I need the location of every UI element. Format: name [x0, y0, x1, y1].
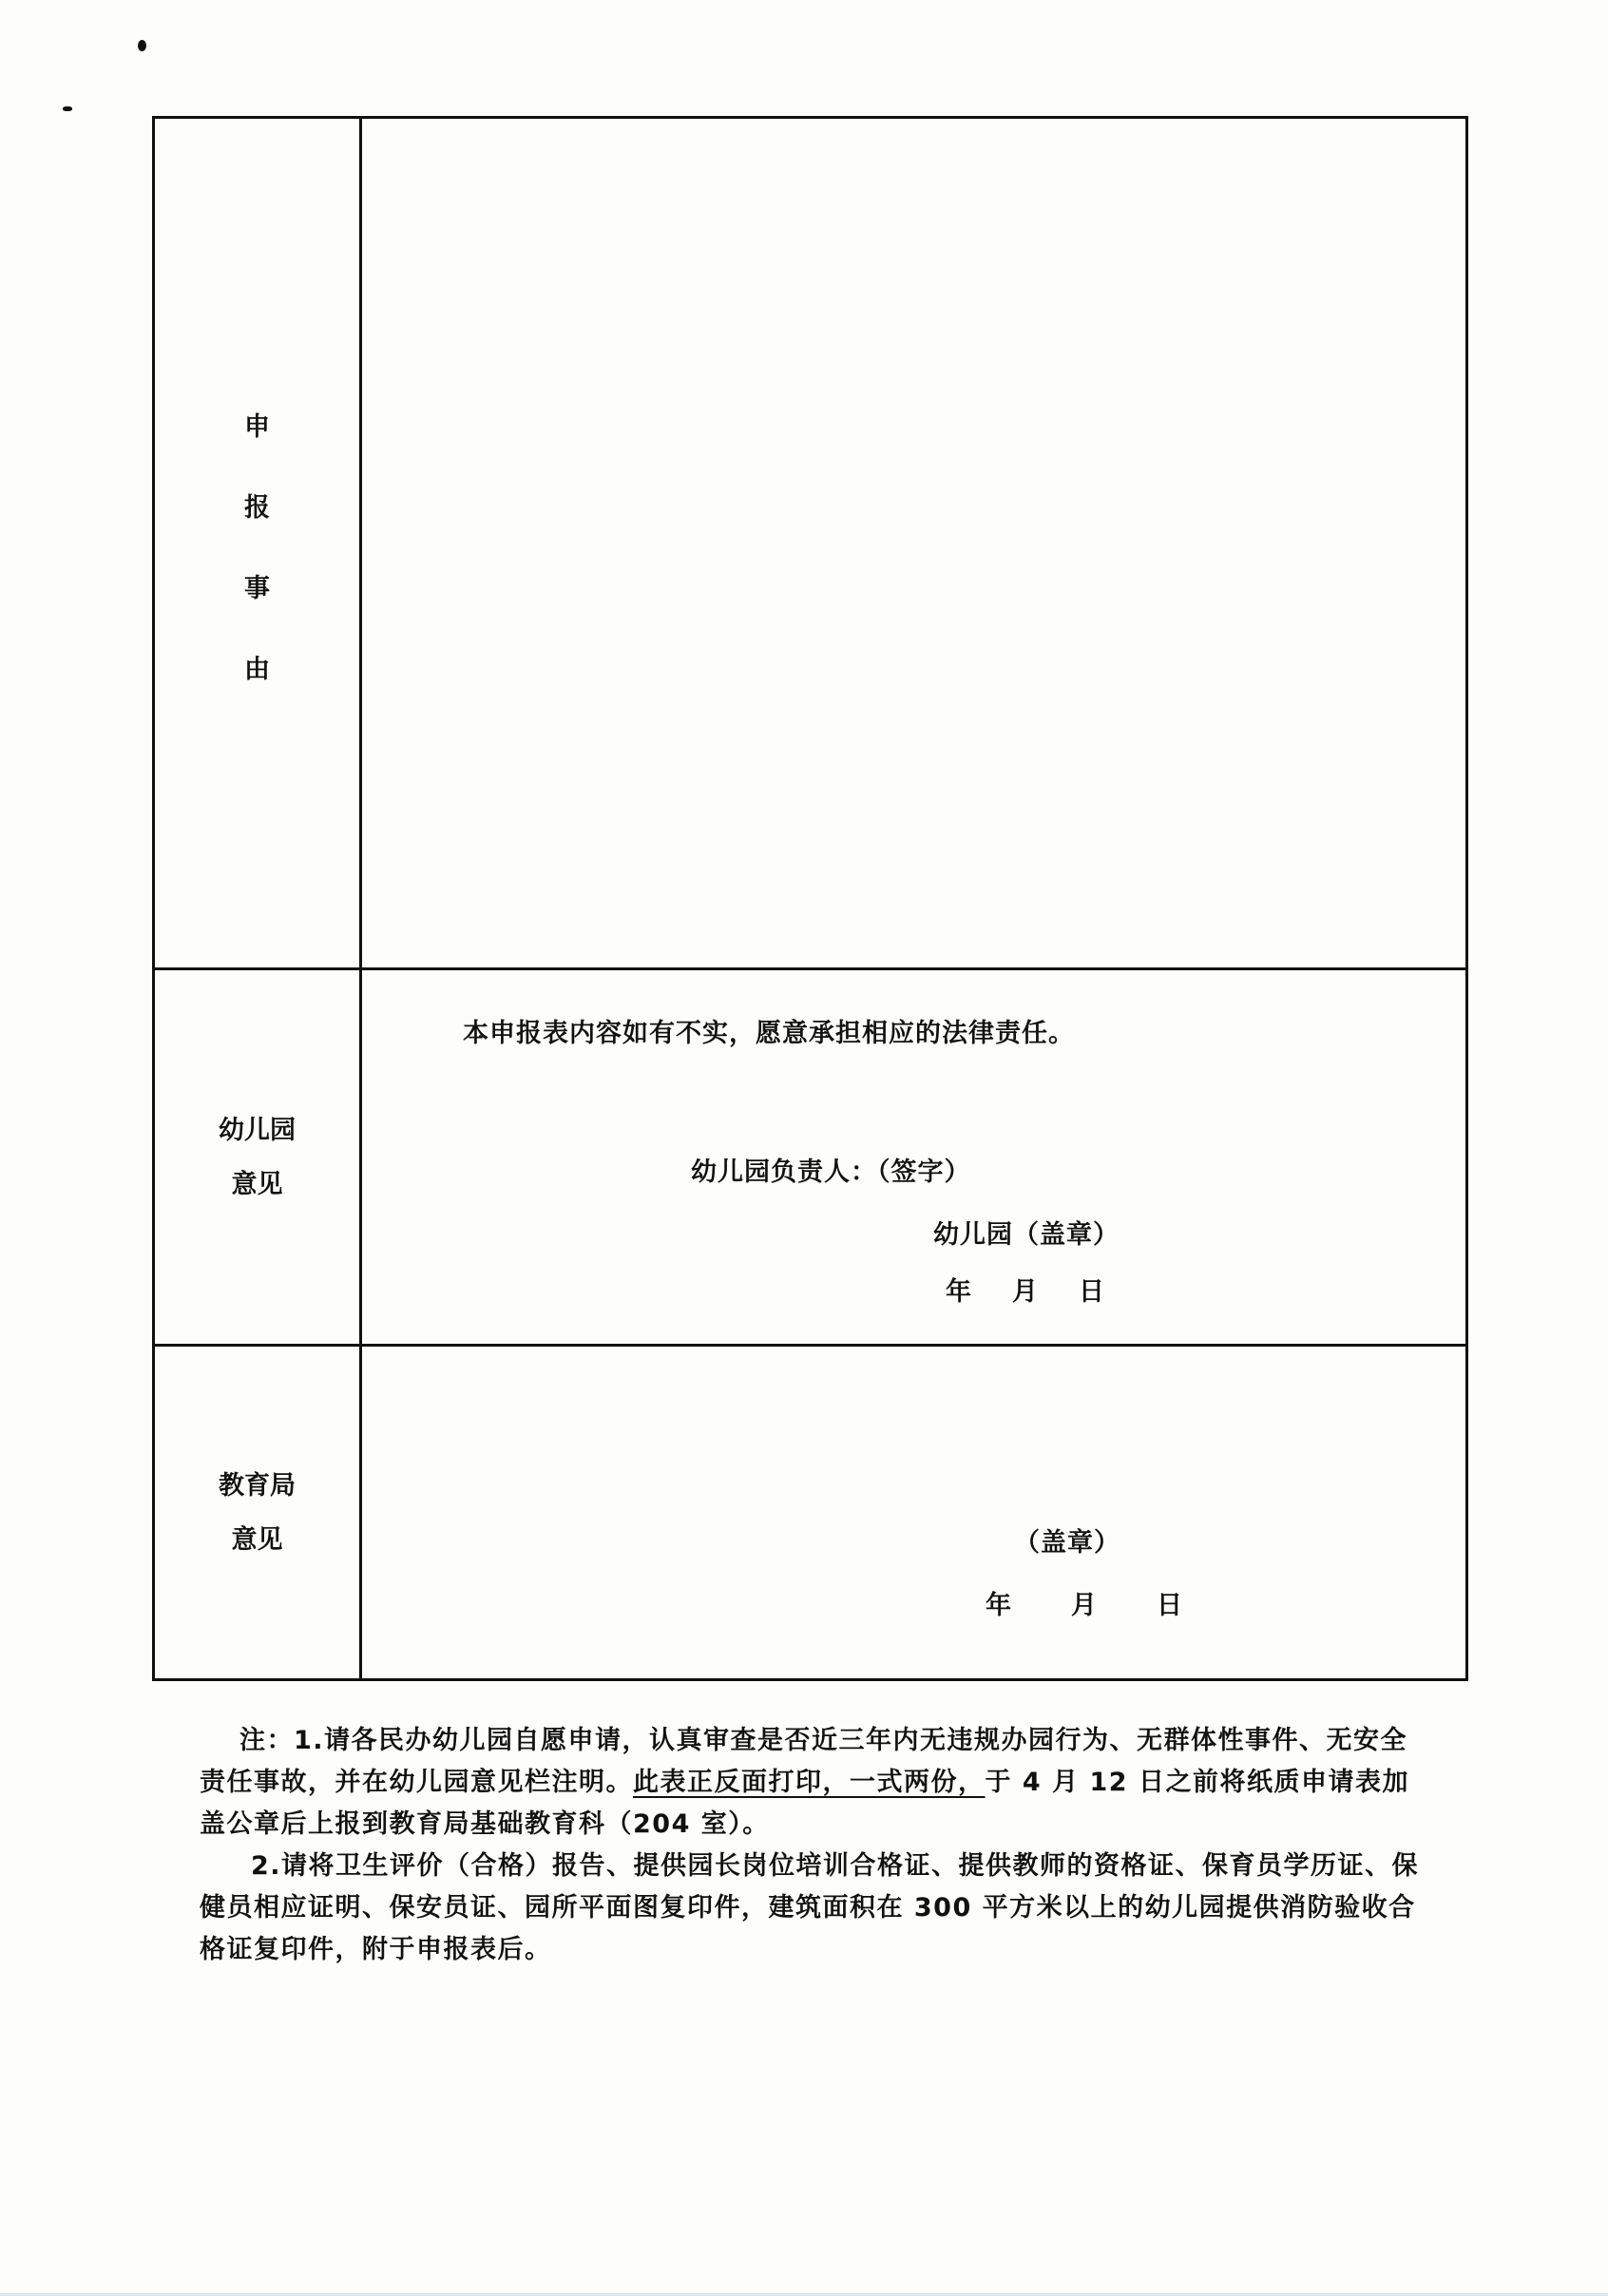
- note-1: [200, 1720, 1426, 1846]
- scan-speck: [138, 40, 146, 51]
- date-day: 日: [1079, 1277, 1105, 1307]
- date-year: 年: [946, 1277, 972, 1307]
- row-application-reason: [154, 118, 1467, 969]
- education-bureau-opinion-field[interactable]: [361, 1346, 1467, 1680]
- scan-speck: [63, 106, 72, 111]
- label-application-reason: [154, 118, 361, 969]
- kindergarten-opinion-field[interactable]: [361, 969, 1467, 1346]
- label-line: 意见: [231, 1524, 283, 1555]
- row-kindergarten-opinion: [154, 969, 1467, 1346]
- label-char: 报: [244, 492, 270, 523]
- date-day: 日: [1157, 1591, 1183, 1620]
- note-1-suffix: 于 4 月 12 日之前将纸质申请表加盖公章后上报到教育局基础教育科（204 室）。: [200, 1768, 1409, 1839]
- date-month: 月: [1012, 1277, 1039, 1307]
- notes-section: [200, 1720, 1426, 1971]
- application-reason-field[interactable]: [361, 118, 1467, 969]
- label-line: 意见: [231, 1169, 283, 1199]
- seal-line: （盖章）: [1014, 1528, 1120, 1558]
- note-1-text: 注：1.请各民办幼儿园自愿申请，认真审查是否近三年内无违规办园行为、无群体性事件、无安全责任事故，并在幼儿园意见栏注明。: [200, 1726, 1408, 1797]
- date-year: 年: [986, 1591, 1012, 1620]
- label-kindergarten-opinion: [154, 969, 361, 1346]
- label-line: 教育局: [219, 1470, 296, 1501]
- signature-line: 幼儿园负责人：（签字）: [691, 1158, 971, 1187]
- date-line: [946, 1271, 1105, 1308]
- label-char: 申: [244, 411, 270, 442]
- note-2: 2.请将卫生评价（合格）报告、提供园长岗位培训合格证、提供教师的资格证、保育员学历证、保健员相应证明、保安员证、园所平面图复印件，建筑面积在 300 平方米以上的幼儿园提供消防验收合格证复印件，附于申报表后。: [200, 1851, 1420, 1964]
- label-char: 事: [244, 573, 270, 603]
- label-char: 由: [244, 654, 270, 684]
- date-month: 月: [1071, 1591, 1098, 1620]
- label-line: 幼儿园: [219, 1115, 296, 1145]
- declaration-text: 本申报表内容如有不实，愿意承担相应的法律责任。: [463, 1019, 1075, 1048]
- row-education-bureau-opinion: [154, 1346, 1467, 1680]
- label-education-bureau-opinion: [154, 1346, 361, 1680]
- seal-line: 幼儿园（盖章）: [933, 1220, 1120, 1250]
- application-form-table: [152, 116, 1468, 1681]
- date-line: [986, 1584, 1183, 1621]
- note-1-underlined: 此表正反面打印，一式两份，: [633, 1768, 986, 1797]
